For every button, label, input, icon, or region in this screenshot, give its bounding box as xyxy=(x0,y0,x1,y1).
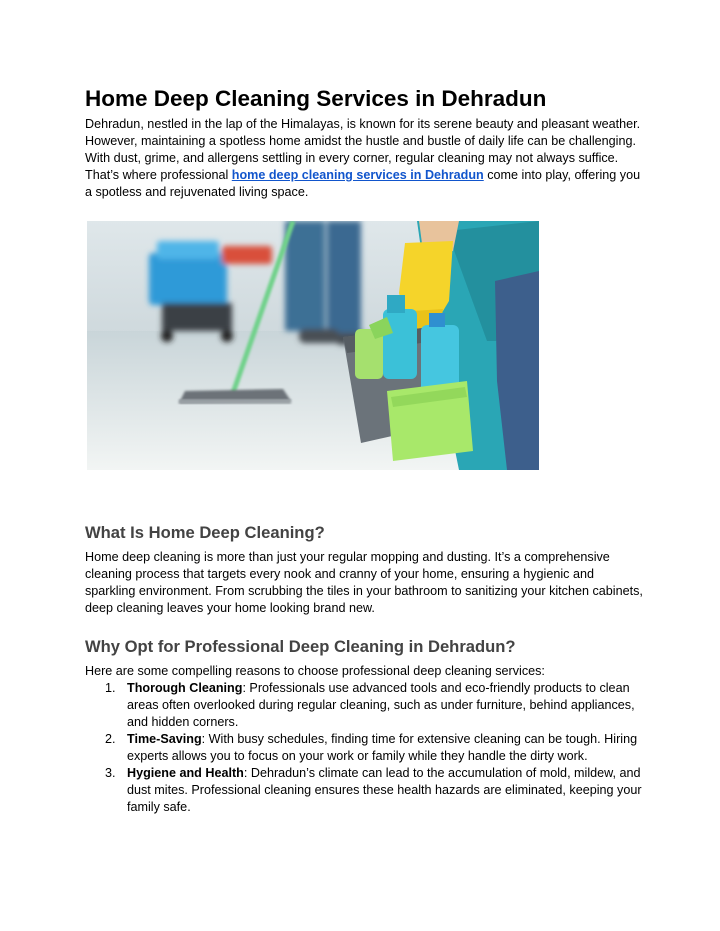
section-heading-why-opt: Why Opt for Professional Deep Cleaning in Dehradun? xyxy=(85,637,516,656)
list-item-text: : With busy schedules, finding time for extensive cleaning can be tough. Hiring experts allows you to focus on your work or family while they handle the dirty work. xyxy=(127,732,638,763)
page-title: Home Deep Cleaning Services in Dehradun xyxy=(85,86,547,111)
intro-paragraph xyxy=(85,116,645,201)
list-item-number: 2. xyxy=(105,732,116,746)
list-item-number: 3. xyxy=(105,766,116,780)
intro-text-before: Dehradun, nestled in the lap of the Himalayas, is known for its serene beauty and pleasant weather. However, maintaining a spotless home amidst the hustle and bustle of daily life can be challenging. With dust, grime, and allergens settling in every corner, regular cleaning may not always suffice. That’s where professional xyxy=(85,117,641,182)
list-item xyxy=(85,765,645,816)
section-body-what-is: Home deep cleaning is more than just your regular mopping and dusting. It’s a comprehensive cleaning process that targets every nook and cranny of your home, ensuring a hygienic and sparkling environment. From scrubbing the tiles in your bathroom to sanitizing your kitchen cabinets, deep cleaning leaves your home looking brand new. xyxy=(85,550,643,615)
list-item-title: Thorough Cleaning xyxy=(127,681,243,695)
list-item-number: 1. xyxy=(105,681,116,695)
cleaning-supplies-photo xyxy=(87,221,539,470)
intro-text-after: come into play, offering you a spotless and rejuvenated living space. xyxy=(85,168,641,199)
section-heading-what-is: What Is Home Deep Cleaning? xyxy=(85,523,325,542)
deep-cleaning-services-link[interactable]: home deep cleaning services in Dehradun xyxy=(231,168,484,182)
list-item-title: Hygiene and Health xyxy=(127,766,244,780)
reasons-intro: Here are some compelling reasons to choose professional deep cleaning services: xyxy=(85,664,545,678)
reasons-list xyxy=(85,680,645,816)
list-item xyxy=(85,731,645,765)
list-item-text: : Professionals use advanced tools and eco-friendly products to clean areas often overlooked during regular cleaning, such as under furniture, behind appliances, and hidden corners. xyxy=(127,681,635,729)
list-item xyxy=(85,680,645,731)
list-item-text: : Dehradun’s climate can lead to the accumulation of mold, mildew, and dust mites. Professional cleaning ensures these health hazards are eliminated, keeping your family safe. xyxy=(127,766,642,814)
list-item-title: Time-Saving xyxy=(127,732,202,746)
